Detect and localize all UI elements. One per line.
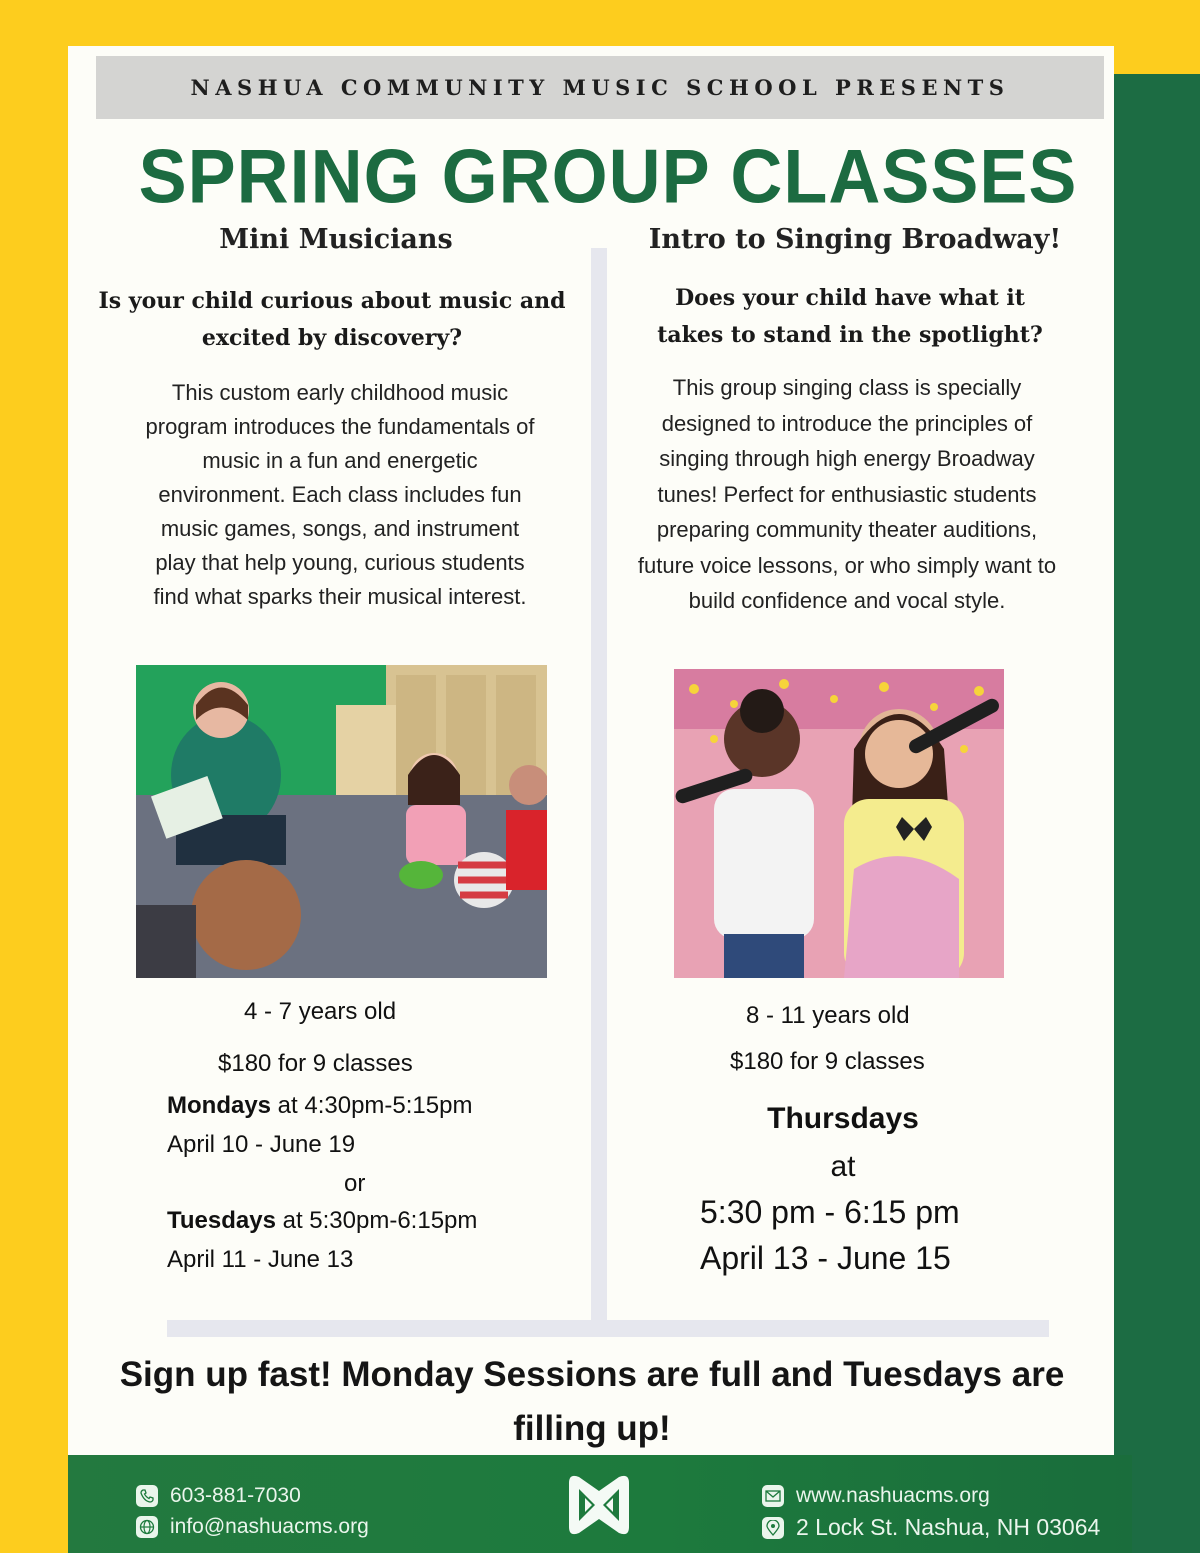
footer-email[interactable] [136, 1515, 369, 1539]
right-price: $180 for 9 classes [730, 1048, 925, 1075]
email-address: info@nashuacms.org [170, 1515, 369, 1538]
website-url: www.nashuacms.org [796, 1484, 990, 1507]
phone-icon [136, 1485, 158, 1507]
right-class-question: Does your child have what it takes to stand in the spotlight? [657, 285, 1043, 348]
left-option1-dates: April 10 - June 19 [167, 1131, 356, 1158]
right-time: 5:30 pm - 6:15 pm [700, 1194, 960, 1230]
page-title: SPRING GROUP CLASSES [138, 134, 1078, 220]
left-option1-hours: at 4:30pm-5:15pm [271, 1092, 473, 1119]
left-option2-dates: April 11 - June 13 [167, 1246, 354, 1273]
left-option2-hours: at 5:30pm-6:15pm [275, 1207, 478, 1234]
right-day: Thursdays [767, 1102, 919, 1135]
left-option2-time [167, 1207, 477, 1235]
mini-musicians-photo [136, 665, 547, 978]
left-class-question: Is your child curious about music and excited by discovery? [98, 288, 566, 351]
left-price: $180 for 9 classes [218, 1050, 413, 1077]
school-logo [559, 1465, 639, 1545]
left-class-title: Mini Musicians [219, 224, 453, 255]
right-age: 8 - 11 years old [746, 1002, 910, 1029]
right-class-description: This group singing class is specially designed to introduce the principles of singing through high energy Broadway tunes! Perfect for enthusiastic students preparing community theater auditions, future voice lessons, or who simply want to build confidence and vocal style. [637, 375, 1057, 613]
right-at: at [830, 1150, 856, 1183]
green-side-band [1114, 74, 1200, 1553]
address-text: 2 Lock St. Nashua, NH 03064 [796, 1514, 1101, 1540]
location-pin-icon [762, 1517, 784, 1539]
left-option2-day: Tuesdays [167, 1207, 276, 1234]
footer-phone[interactable] [136, 1484, 301, 1508]
right-dates: April 13 - June 15 [700, 1240, 951, 1276]
column-divider [591, 248, 607, 1320]
left-option1-time [167, 1092, 472, 1120]
left-option1-day: Mondays [167, 1092, 272, 1119]
footer-address [762, 1514, 1100, 1541]
globe-icon [136, 1516, 158, 1538]
presenter-banner [96, 56, 1104, 119]
left-or: or [344, 1170, 366, 1197]
right-class-title: Intro to Singing Broadway! [648, 224, 1062, 255]
singing-broadway-photo [674, 669, 1004, 978]
left-class-description: This custom early childhood music program introduces the fundamentals of music in a fun and energetic environment. Each class includes fun music games, songs, and instrument play that help young, curious students find what sparks their musical interest. [145, 380, 535, 609]
footer-website[interactable] [762, 1484, 990, 1508]
section-divider [167, 1320, 1049, 1337]
phone-number: 603-881-7030 [170, 1484, 301, 1507]
mail-icon [762, 1485, 784, 1507]
signup-callout: Sign up fast! Monday Sessions are full and Tuesdays are filling up! [119, 1355, 1065, 1448]
presenter-text: NASHUA COMMUNITY MUSIC SCHOOL PRESENTS [190, 75, 1010, 100]
left-age: 4 - 7 years old [244, 998, 397, 1025]
